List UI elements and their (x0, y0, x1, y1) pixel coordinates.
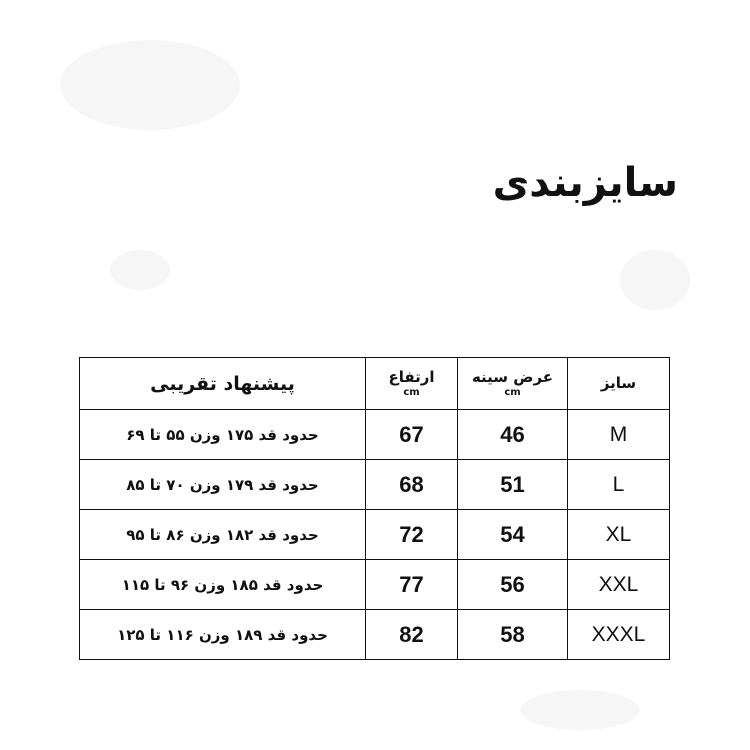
cell-height: 67 (366, 410, 458, 460)
background-smudge (60, 40, 240, 130)
cell-recommendation: حدود قد ۱۸۵ وزن ۹۶ تا ۱۱۵ (80, 560, 366, 610)
cell-recommendation: حدود قد ۱۷۵ وزن ۵۵ تا ۶۹ (80, 410, 366, 460)
cell-height: 68 (366, 460, 458, 510)
size-table (79, 357, 670, 660)
size-table-container (80, 357, 670, 660)
cell-recommendation: حدود قد ۱۷۹ وزن ۷۰ تا ۸۵ (80, 460, 366, 510)
table-row (80, 560, 670, 610)
table-header (80, 358, 670, 410)
column-header-height-unit: cm (403, 386, 420, 398)
table-header-row (80, 358, 670, 410)
cell-recommendation: حدود قد ۱۸۹ وزن ۱۱۶ تا ۱۲۵ (80, 610, 366, 660)
cell-height: 82 (366, 610, 458, 660)
background-smudge (620, 250, 690, 310)
table-row (80, 610, 670, 660)
column-header-height (366, 358, 458, 410)
cell-chest: 46 (458, 410, 568, 460)
cell-size: XXXL (568, 610, 670, 660)
column-header-size (568, 358, 670, 410)
cell-chest: 54 (458, 510, 568, 560)
column-header-chest-unit: cm (504, 386, 521, 398)
cell-height: 77 (366, 560, 458, 610)
table-row (80, 410, 670, 460)
cell-size: M (568, 410, 670, 460)
page-title: سایزبندی (492, 160, 678, 206)
cell-size: XXL (568, 560, 670, 610)
table-row (80, 460, 670, 510)
column-header-recommendation: پیشنهاد تقریبی (80, 358, 366, 410)
table-body (80, 410, 670, 660)
background-smudge (110, 250, 170, 290)
column-header-size-label: سایز (600, 373, 637, 392)
cell-size: XL (568, 510, 670, 560)
cell-chest: 56 (458, 560, 568, 610)
column-header-height-label: ارتفاع (388, 367, 435, 386)
cell-chest: 58 (458, 610, 568, 660)
cell-height: 72 (366, 510, 458, 560)
background-smudge (520, 690, 640, 730)
cell-chest: 51 (458, 460, 568, 510)
table-row (80, 510, 670, 560)
column-header-chest-label: عرض سینه (471, 367, 554, 386)
column-header-chest (458, 358, 568, 410)
cell-recommendation: حدود قد ۱۸۲ وزن ۸۶ تا ۹۵ (80, 510, 366, 560)
cell-size: L (568, 460, 670, 510)
